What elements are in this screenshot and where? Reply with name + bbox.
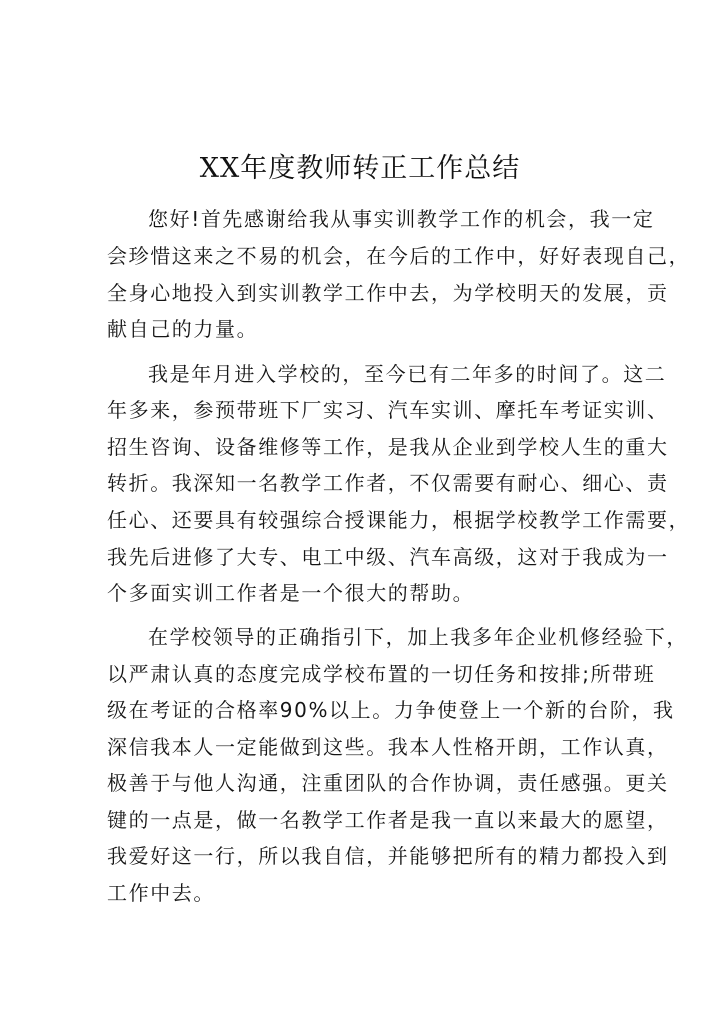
paragraph-3-line-4: 深信我本人一定能做到这些。我本人性格开朗，工作认真，: [107, 735, 669, 759]
paragraph-1-line-4: 献自己的力量。: [107, 317, 259, 341]
paragraph-1-line-2: 会珍惜这来之不易的机会，在今后的工作中，好好表现自己，: [107, 244, 691, 268]
paragraph-2-line-2: 年多来，参预带班下厂实习、汽车实训、摩托车考证实训、: [107, 398, 669, 422]
paragraph-2-line-5: 任心、还要具有较强综合授课能力，根据学校教学工作需要，: [107, 508, 691, 532]
paragraph-3-line-1: 在学校领导的正确指引下，加上我多年企业机修经验下，: [148, 625, 688, 649]
paragraph-2-line-1: 我是年月进入学校的，至今已有二年多的时间了。这二: [148, 362, 667, 386]
paragraph-3-line-7: 我爱好这一行，所以我自信，并能够把所有的精力都投入到: [107, 844, 669, 868]
paragraph-2-line-3: 招生咨询、设备维修等工作，是我从企业到学校人生的重大: [107, 435, 669, 459]
document-title: XX年度教师转正工作总结: [199, 153, 521, 184]
paragraph-3-line-2: 以严肃认真的态度完成学校布置的一切任务和按排;所带班: [107, 662, 656, 686]
paragraph-2-line-6: 我先后进修了大专、电工中级、汽车高级，这对于我成为一: [107, 545, 669, 569]
paragraph-1-line-3: 全身心地投入到实训教学工作中去，为学校明天的发展，贡: [107, 281, 669, 305]
paragraph-3-line-3: 级在考证的合格率90%以上。力争使登上一个新的台阶，我: [107, 698, 675, 722]
paragraph-3-line-6: 键的一点是，做一名教学工作者是我一直以来最大的愿望，: [107, 808, 669, 832]
paragraph-3-line-5: 极善于与他人沟通，注重团队的合作协调，责任感强。更关: [107, 771, 669, 795]
paragraph-3-line-8: 工作中去。: [107, 881, 215, 905]
paragraph-2-line-7: 个多面实训工作者是一个很大的帮助。: [107, 581, 475, 605]
paragraph-2-line-4: 转折。我深知一名教学工作者，不仅需要有耐心、细心、责: [107, 471, 669, 495]
paragraph-1-line-1: 您好!首先感谢给我从事实训教学工作的机会，我一定: [148, 207, 655, 231]
